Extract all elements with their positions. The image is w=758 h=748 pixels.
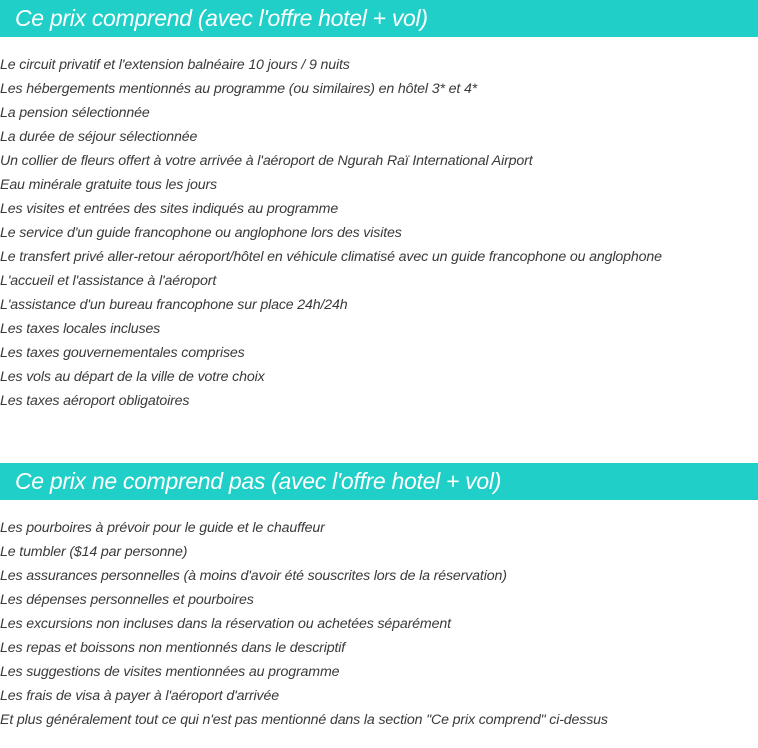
excludes-list-item: Les assurances personnelles (à moins d'avoir été souscrites lors de la réservation)	[0, 568, 507, 584]
includes-list	[0, 53, 662, 413]
excludes-section-title: Ce prix ne comprend pas (avec l'offre hotel + vol)	[15, 468, 502, 494]
excludes-list-item: Les excursions non incluses dans la réservation ou achetées séparément	[0, 616, 451, 632]
excludes-list-item: Les frais de visa à payer à l'aéroport d'arrivée	[0, 688, 279, 704]
includes-list-item: Le circuit privatif et l'extension balnéaire 10 jours / 9 nuits	[0, 57, 350, 73]
excludes-list-item: Les dépenses personnelles et pourboires	[0, 592, 254, 608]
includes-list-item: Les vols au départ de la ville de votre choix	[0, 369, 265, 385]
includes-list-item: Le transfert privé aller-retour aéroport/hôtel en véhicule climatisé avec un guide francophone ou anglophone	[0, 249, 662, 265]
includes-list-item: Les taxes gouvernementales comprises	[0, 345, 245, 361]
includes-list-item: Les hébergements mentionnés au programme (ou similaires) en hôtel 3* et 4*	[0, 81, 478, 97]
includes-list-item: Les taxes locales incluses	[0, 321, 161, 337]
includes-list-item: L'assistance d'un bureau francophone sur place 24h/24h	[0, 297, 348, 313]
excludes-list-item: Les pourboires à prévoir pour le guide et le chauffeur	[0, 520, 325, 536]
excludes-list	[0, 516, 608, 732]
includes-list-item: Un collier de fleurs offert à votre arrivée à l'aéroport de Ngurah Raï International Airport	[0, 153, 533, 169]
includes-list-item: La pension sélectionnée	[0, 105, 150, 121]
excludes-list-item: Les repas et boissons non mentionnés dans le descriptif	[0, 640, 346, 656]
includes-list-item: Le service d'un guide francophone ou anglophone lors des visites	[0, 225, 402, 241]
includes-section-header	[0, 0, 758, 37]
excludes-section-header	[0, 463, 758, 500]
includes-list-item: L'accueil et l'assistance à l'aéroport	[0, 273, 217, 289]
includes-section-title: Ce prix comprend (avec l'offre hotel + vol)	[15, 5, 428, 31]
excludes-list-item: Les suggestions de visites mentionnées au programme	[0, 664, 340, 680]
includes-list-item: Les visites et entrées des sites indiqués au programme	[0, 201, 339, 217]
includes-list-item: Les taxes aéroport obligatoires	[0, 393, 190, 409]
includes-list-item: Eau minérale gratuite tous les jours	[0, 177, 217, 193]
includes-list-item: La durée de séjour sélectionnée	[0, 129, 198, 145]
excludes-list-item: Et plus généralement tout ce qui n'est pas mentionné dans la section "Ce prix comprend" ci-dessus	[0, 712, 608, 728]
excludes-list-item: Le tumbler ($14 par personne)	[0, 544, 188, 560]
